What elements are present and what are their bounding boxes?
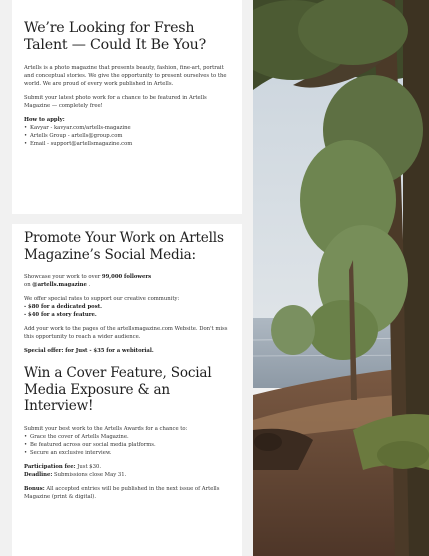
special-offer: Special offer: for Just - $35 for a webitorial. [24, 348, 154, 354]
cover-item: • Grace the cover of Artells Magazine. [24, 433, 232, 441]
apply-list [24, 124, 232, 148]
cover-intro: Submit your best work to the Artells Awards for a chance to: [24, 425, 188, 432]
talent-submit: Submit your latest photo work for a chance to be featured in Artells Magazine — completely free! [24, 95, 207, 109]
participation-fee: Participation fee: Just $30. [24, 463, 102, 470]
bonus: Bonus: All accepted entries will be published in the next issue of Artells Magazine (print & digital). [24, 485, 220, 500]
apply-item-group: • Artells Group - artells@group.com [24, 132, 232, 140]
talent-title: We’re Looking for Fresh Talent — Could It Be You? [24, 20, 207, 53]
talent-intro: Artells is a photo magazine that presents beauty, fashion, fine-art, portrait and conceptual stories. We give the opportunity to present ourselves to the world. We are proud of every work published in Artells. [24, 65, 227, 87]
rate-dedicated-post: - $80 for a dedicated post. [24, 304, 102, 310]
cover-item: • Secure an exclusive interview. [24, 449, 232, 457]
apply-item-email: • Email - support@artellsmagazine.com [24, 140, 232, 148]
website-text: Add your work to the pages of the artellsmagazine.com Website. Don't miss this opportunity to reach a wider audience. [24, 326, 228, 340]
cover-item: • Be featured across our social media platforms. [24, 441, 232, 449]
talent-card [12, 0, 242, 214]
showcase-text: Showcase your work to over 99,000 followers on @artells.magazine . [24, 274, 152, 288]
deadline: Deadline: Submissions close May 31. [24, 471, 127, 478]
promote-title: Promote Your Work on Artells Magazine’s Social Media: [24, 230, 224, 263]
cover-list [24, 433, 232, 457]
rates-intro: We offer special rates to support our creative community: [24, 296, 180, 302]
promote-card [12, 224, 242, 556]
rate-story-feature: - $40 for a story feature. [24, 312, 97, 318]
apply-item-kavyar: • Kavyar - kavyar.com/artells-magazine [24, 124, 232, 132]
how-to-apply-heading: How to apply: [24, 117, 65, 123]
instagram-handle: @artells.magazine [32, 282, 87, 288]
coastal-forest-photo [253, 0, 429, 556]
cover-title: Win a Cover Feature, Social Media Exposure & an Interview! [24, 365, 212, 414]
